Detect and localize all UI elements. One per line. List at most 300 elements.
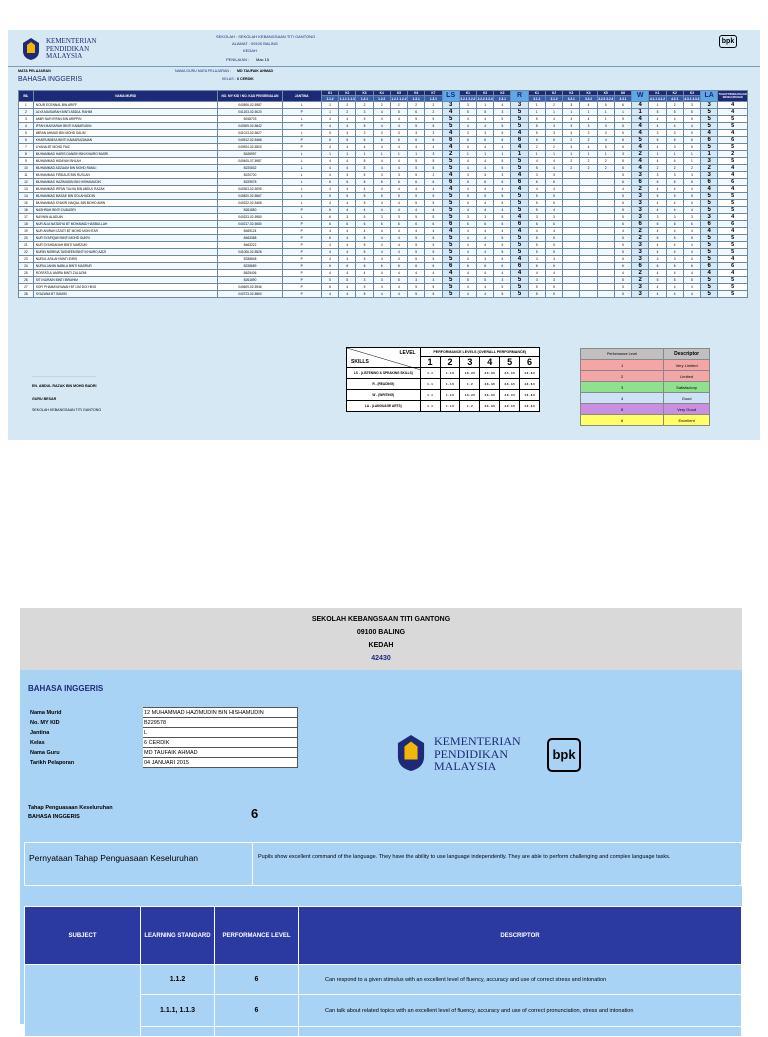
mark-cell: 4 xyxy=(545,157,562,164)
mark-cell: 5 xyxy=(373,192,390,199)
skill-total: 5 xyxy=(442,199,459,206)
student-row xyxy=(19,255,748,262)
mark-cell: 4 xyxy=(373,157,390,164)
skill-total: 4 xyxy=(701,269,718,276)
mark-cell: 6 xyxy=(356,262,373,269)
descriptor-level: 1 xyxy=(581,360,664,371)
mark-cell: 3 xyxy=(339,213,356,220)
bpk-logo: bpk xyxy=(719,35,737,48)
skill-total: 6 xyxy=(632,262,649,269)
overall-level: 4 xyxy=(718,255,748,262)
mark-cell xyxy=(580,178,597,185)
skill-col-standard: 1.2.2 xyxy=(373,96,390,101)
skill-col-standard: 1.2.1 xyxy=(356,96,373,101)
skill-total: 4 xyxy=(701,185,718,192)
mark-cell: 4 xyxy=(459,115,476,122)
mark-cell: 2 xyxy=(649,164,666,171)
mark-cell: 4 xyxy=(614,227,631,234)
mark-cell: 6 xyxy=(408,178,425,185)
student-id: 040405-07-5987 xyxy=(218,157,282,164)
mark-cell: 3 xyxy=(666,171,683,178)
mark-cell: 4 xyxy=(683,248,700,255)
mark-cell: 5 xyxy=(390,192,407,199)
mark-cell: 2 xyxy=(580,136,597,143)
mark-cell: 5 xyxy=(528,234,545,241)
mark-cell: 3 xyxy=(408,129,425,136)
mark-cell: 4 xyxy=(459,122,476,129)
skill-col-header: K1 xyxy=(528,91,545,96)
student-gender: L xyxy=(282,171,321,178)
mark-cell: 2 xyxy=(666,164,683,171)
mark-cell: 3 xyxy=(563,115,580,122)
overall-level: 5 xyxy=(718,192,748,199)
mark-cell: 6 xyxy=(683,178,700,185)
info-key: Nama Guru xyxy=(29,748,143,758)
mark-cell xyxy=(580,171,597,178)
level-number: 1 xyxy=(420,357,440,368)
mark-cell: 4 xyxy=(390,185,407,192)
descriptor-text: Good xyxy=(664,393,710,404)
mark-cell: 6 xyxy=(459,262,476,269)
skill-col-standard: 1.2.1 1.2.2 xyxy=(391,96,407,101)
mark-cell xyxy=(563,192,580,199)
skill-total: 1 xyxy=(632,108,649,115)
skill-total: 5 xyxy=(442,122,459,129)
report-header xyxy=(20,608,742,670)
skill-col-standard: 2.2.2 2.2.4 xyxy=(477,96,493,101)
skill-total: 3 xyxy=(632,192,649,199)
overall-level: 2 xyxy=(718,150,748,157)
perf-range: 1 - 1.5 xyxy=(440,379,460,390)
mark-cell xyxy=(563,206,580,213)
mark-cell xyxy=(597,234,614,241)
skill-total: 3 xyxy=(632,241,649,248)
student-gender: P xyxy=(282,227,321,234)
mark-cell: 4 xyxy=(408,143,425,150)
student-row xyxy=(19,129,748,136)
student-id: B220832 xyxy=(218,164,282,171)
student-gender: P xyxy=(282,108,321,115)
report-subject: BAHASA INGGERIS xyxy=(28,684,104,693)
skill-total: 5 xyxy=(442,241,459,248)
mark-cell: 3 xyxy=(373,255,390,262)
subject-cell xyxy=(25,965,141,1037)
mark-cell: 4 xyxy=(649,199,666,206)
skill-total: 5 xyxy=(701,108,718,115)
mark-cell: 5 xyxy=(528,122,545,129)
mark-cell: 5 xyxy=(494,255,511,262)
student-gender: P xyxy=(282,136,321,143)
mark-cell xyxy=(580,220,597,227)
mark-cell: 6 xyxy=(477,262,494,269)
student-row xyxy=(19,213,748,220)
mark-cell: 4 xyxy=(649,227,666,234)
mark-cell: 5 xyxy=(494,199,511,206)
empty-cell xyxy=(141,1027,215,1037)
mark-cell: 2 xyxy=(580,164,597,171)
mark-cell: 6 xyxy=(321,136,338,143)
mark-cell: 6 xyxy=(339,136,356,143)
mark-cell xyxy=(580,234,597,241)
student-gender: L xyxy=(282,115,321,122)
mark-cell: 5 xyxy=(494,192,511,199)
student-info xyxy=(28,707,298,768)
mark-cell: 5 xyxy=(356,157,373,164)
mark-cell: 4 xyxy=(666,290,683,297)
student-id: B228689 xyxy=(218,262,282,269)
student-name: ROSFATUL AMIRA BINTI ZULAZMI xyxy=(33,269,218,276)
mark-cell: 4 xyxy=(477,143,494,150)
mark-cell: 2 xyxy=(425,101,442,108)
mark-cell: 4 xyxy=(321,248,338,255)
mark-cell: 5 xyxy=(425,122,442,129)
mark-cell: 5 xyxy=(614,115,631,122)
mark-cell: 4 xyxy=(373,143,390,150)
skill-total: 4 xyxy=(511,185,528,192)
mark-cell: 6 xyxy=(614,143,631,150)
mark-cell: 5 xyxy=(408,248,425,255)
mark-cell: 5 xyxy=(545,199,562,206)
row-number: 8 xyxy=(19,150,34,157)
skill-total: 5 xyxy=(442,115,459,122)
mark-cell: 4 xyxy=(321,115,338,122)
mark-cell: 3 xyxy=(597,122,614,129)
student-id: 040222-02-5465 xyxy=(218,199,282,206)
row-number: 22 xyxy=(19,248,34,255)
mark-cell: 3 xyxy=(563,129,580,136)
descriptor-level: 5 xyxy=(581,404,664,415)
mark-cell: 6 xyxy=(321,213,338,220)
perf-range: 3.5 - 4.5 xyxy=(500,368,520,379)
mark-cell: 4 xyxy=(459,199,476,206)
info-key: Nama Murid xyxy=(29,708,143,718)
info-row xyxy=(29,728,298,738)
skill-col-header: K1 xyxy=(321,91,338,96)
mark-cell: 6 xyxy=(459,220,476,227)
mark-cell: 4 xyxy=(666,241,683,248)
mark-cell: 3 xyxy=(545,276,562,283)
mark-cell: 5 xyxy=(614,129,631,136)
performance-level: 6 xyxy=(215,995,299,1027)
mark-cell: 4 xyxy=(459,206,476,213)
mark-cell: 6 xyxy=(356,220,373,227)
mark-cell: 6 xyxy=(459,178,476,185)
student-name: NASHRAH BINTI DUDASRI xyxy=(33,206,218,213)
mark-cell: 4 xyxy=(390,206,407,213)
mark-cell xyxy=(597,213,614,220)
mark-cell: 5 xyxy=(649,276,666,283)
mark-cell: 4 xyxy=(459,227,476,234)
level-number: 2 xyxy=(440,357,460,368)
mark-cell: 2 xyxy=(563,136,580,143)
mark-cell: 4 xyxy=(321,269,338,276)
perf-range: 2.6 - 3.5 xyxy=(480,379,500,390)
mark-cell: 2 xyxy=(339,108,356,115)
mark-cell: 4 xyxy=(339,143,356,150)
skill-total: 5 xyxy=(511,199,528,206)
skill-total: 5 xyxy=(701,290,718,297)
overall-level: 6 xyxy=(718,136,748,143)
student-name: NUR SYAFIQAH BINTI MOHD SUKRI xyxy=(33,234,218,241)
mark-cell: 5 xyxy=(597,101,614,108)
skill-total: 6 xyxy=(701,178,718,185)
student-name: MUHAMMAD HAZIMUDIN BIN HISHAMUDIN xyxy=(33,178,218,185)
skill-total: 5 xyxy=(511,192,528,199)
mark-cell: 5 xyxy=(528,248,545,255)
mark-cell: 1 xyxy=(580,108,597,115)
row-number: 9 xyxy=(19,157,34,164)
mark-cell xyxy=(597,269,614,276)
perf-range: 1.6 - 2.5 xyxy=(460,390,480,401)
mark-cell xyxy=(597,290,614,297)
mark-cell: 4 xyxy=(339,227,356,234)
descriptor-row xyxy=(581,404,710,415)
teacher-caption: NAMA GURU MATA PELAJARAN : xyxy=(175,69,231,73)
mark-cell xyxy=(597,185,614,192)
mark-cell: 3 xyxy=(373,276,390,283)
mark-cell: 3 xyxy=(390,213,407,220)
student-name: NOUR ECENNAL BIN ARIFF xyxy=(33,101,218,108)
skill-total: 2 xyxy=(632,234,649,241)
mark-cell: 3 xyxy=(666,255,683,262)
mark-cell: 5 xyxy=(408,234,425,241)
skill-total: 4 xyxy=(511,255,528,262)
mark-cell: 1 xyxy=(408,150,425,157)
mark-cell: 5 xyxy=(425,255,442,262)
mark-cell: 4 xyxy=(545,227,562,234)
skill-total: 3 xyxy=(701,157,718,164)
mark-cell: 4 xyxy=(545,269,562,276)
mark-cell: 4 xyxy=(459,290,476,297)
mark-cell: 4 xyxy=(666,199,683,206)
overall-level: 5 xyxy=(718,206,748,213)
mark-cell: 5 xyxy=(545,234,562,241)
skill-col-header: K4 xyxy=(373,91,390,96)
mark-cell: 4 xyxy=(649,248,666,255)
mark-cell: 5 xyxy=(614,171,631,178)
mark-cell: 4 xyxy=(321,185,338,192)
mark-cell xyxy=(597,241,614,248)
mark-cell: 4 xyxy=(649,115,666,122)
overall-level: 6 xyxy=(718,262,748,269)
student-name: MUHAMMAD MASAE BIN SOLAHUDDIN xyxy=(33,192,218,199)
descriptor-level: 6 xyxy=(581,415,664,426)
mark-cell: 5 xyxy=(528,115,545,122)
mark-cell: 4 xyxy=(459,185,476,192)
mark-cell xyxy=(563,283,580,290)
skill-total: 5 xyxy=(511,276,528,283)
skill-col-standard: 3.1.1 xyxy=(528,96,545,101)
skill-col-standard: 4.3.1 4.3.2 xyxy=(684,96,700,101)
skill-total: 4 xyxy=(511,269,528,276)
skill-col-header: K5 xyxy=(390,91,407,96)
student-id: 041203-02-5020 xyxy=(218,108,282,115)
mark-cell: 6 xyxy=(339,178,356,185)
student-row xyxy=(19,234,748,241)
mark-cell: 5 xyxy=(614,241,631,248)
info-value: 04 JANUARI 2015 xyxy=(143,758,298,768)
mark-cell: 4 xyxy=(373,164,390,171)
info-row xyxy=(29,708,298,718)
mark-cell: 3 xyxy=(477,171,494,178)
skill-total: 5 xyxy=(701,283,718,290)
mark-cell: 6 xyxy=(459,136,476,143)
mark-cell: 1 xyxy=(580,150,597,157)
mark-cell: 3 xyxy=(373,129,390,136)
descriptor-row xyxy=(581,382,710,393)
mark-cell: 5 xyxy=(666,234,683,241)
mark-cell: 4 xyxy=(649,157,666,164)
perf-range: 1.6 - 2.5 xyxy=(460,368,480,379)
skill-total: 5 xyxy=(701,122,718,129)
mark-cell: 6 xyxy=(614,136,631,143)
mark-cell: 4 xyxy=(545,206,562,213)
mark-cell: 4 xyxy=(494,101,511,108)
mark-cell: 1 xyxy=(666,150,683,157)
mark-cell: 4 xyxy=(649,290,666,297)
student-name: MUHAMMAD IRFAN TALHA BIN ABDUL RAZAK xyxy=(33,185,218,192)
perf-range: 2.6 - 3.5 xyxy=(480,390,500,401)
mark-cell: 3 xyxy=(580,129,597,136)
mark-cell: 3 xyxy=(528,213,545,220)
overall-level: 4 xyxy=(718,213,748,220)
mark-cell: 1 xyxy=(683,157,700,164)
skill-total: 5 xyxy=(701,115,718,122)
mark-cell xyxy=(563,262,580,269)
mark-cell: 4 xyxy=(373,283,390,290)
info-value: 12 MUHAMMAD HAZIMUDIN BIN HISHAMUDIN xyxy=(143,708,298,718)
row-number: 3 xyxy=(19,115,34,122)
student-gender: P xyxy=(282,262,321,269)
mark-cell: 6 xyxy=(528,220,545,227)
mark-cell: 4 xyxy=(477,157,494,164)
descriptor-text: Limited xyxy=(664,371,710,382)
mark-cell: 4 xyxy=(390,199,407,206)
mark-cell: 3 xyxy=(477,213,494,220)
overall-label: Tahap Penguasaan Keseluruhan xyxy=(28,805,113,811)
row-number: 17 xyxy=(19,213,34,220)
skill-total: 5 xyxy=(511,108,528,115)
skill-total: 5 xyxy=(701,199,718,206)
ministry-line-3: MALAYSIA xyxy=(46,52,83,60)
mark-cell: 3 xyxy=(683,213,700,220)
perf-range: 3.6 - 4.5 xyxy=(500,390,520,401)
skill-total: 4 xyxy=(442,143,459,150)
skill-total: 6 xyxy=(511,220,528,227)
skill-total: 2 xyxy=(632,269,649,276)
skill-total: 5 xyxy=(701,248,718,255)
mark-cell: 3 xyxy=(356,108,373,115)
skill-total: 3 xyxy=(632,248,649,255)
overall-level: 5 xyxy=(718,241,748,248)
skill-total: 2 xyxy=(632,150,649,157)
mark-cell xyxy=(563,269,580,276)
mark-cell: 4 xyxy=(683,269,700,276)
row-number: 2 xyxy=(19,108,34,115)
info-value: 6 CERDIK xyxy=(143,738,298,748)
mark-cell: 2 xyxy=(597,157,614,164)
skill-col-standard: 3.2.2 xyxy=(580,96,597,101)
mark-cell: 5 xyxy=(425,283,442,290)
skill-col-header: K7 xyxy=(425,91,442,96)
skill-total: 1 xyxy=(701,150,718,157)
skill-total: 2 xyxy=(632,185,649,192)
mark-cell: 4 xyxy=(528,157,545,164)
class-caption: KELAS : xyxy=(222,77,236,81)
mark-cell xyxy=(563,199,580,206)
mark-cell: 6 xyxy=(614,262,631,269)
skill-total: 5 xyxy=(511,290,528,297)
mark-cell: 5 xyxy=(425,164,442,171)
mark-cell: 4 xyxy=(683,122,700,129)
student-gender: L xyxy=(282,150,321,157)
info-row xyxy=(29,718,298,728)
info-row xyxy=(29,748,298,758)
skill-col-header: K3 xyxy=(683,91,700,96)
mark-cell: 1 xyxy=(563,108,580,115)
overall-level: 4 xyxy=(718,227,748,234)
mark-cell: 5 xyxy=(614,213,631,220)
mark-cell: 4 xyxy=(356,185,373,192)
mark-cell xyxy=(597,220,614,227)
performance-levels-table xyxy=(346,347,540,412)
mark-cell: 5 xyxy=(614,255,631,262)
skill-col-header: K2 xyxy=(477,91,494,96)
student-id: 040217-02-5080 xyxy=(218,220,282,227)
descriptor: Can talk about related topics with an excellent level of fluency, accuracy and use of correct pronunciation, stress and intonation xyxy=(299,995,742,1027)
descriptor-row xyxy=(581,393,710,404)
mark-cell: 6 xyxy=(373,220,390,227)
mark-cell: 4 xyxy=(683,227,700,234)
mark-cell: 4 xyxy=(666,248,683,255)
mark-cell xyxy=(563,220,580,227)
mark-cell: 4 xyxy=(390,164,407,171)
mark-cell: 5 xyxy=(494,234,511,241)
mark-cell: 1 xyxy=(545,108,562,115)
mark-cell: 4 xyxy=(477,290,494,297)
perf-range: 1 - 1 xyxy=(420,390,440,401)
student-id: 040723-02-5660 xyxy=(218,290,282,297)
mark-cell: 4 xyxy=(321,122,338,129)
mark-cell: 5 xyxy=(494,115,511,122)
mark-cell: 3 xyxy=(408,276,425,283)
mark-cell: 5 xyxy=(356,192,373,199)
student-row xyxy=(19,206,748,213)
descriptor-level: 4 xyxy=(581,393,664,404)
mark-cell: 4 xyxy=(339,283,356,290)
report-number: 42430 xyxy=(371,655,391,662)
mark-cell: 4 xyxy=(477,185,494,192)
mark-cell: 4 xyxy=(339,185,356,192)
report-school: SEKOLAH KEBANGSAAN TITI GANTONG xyxy=(311,616,451,623)
skill-total: 3 xyxy=(632,283,649,290)
mark-cell: 6 xyxy=(425,136,442,143)
info-value: MD TAUFAIK AHMAD xyxy=(143,748,298,758)
student-gender: L xyxy=(282,199,321,206)
skill-total: 3 xyxy=(632,290,649,297)
skill-total-header: W xyxy=(632,91,649,102)
mark-cell: 4 xyxy=(390,143,407,150)
mark-cell: 5 xyxy=(614,290,631,297)
skill-total: 5 xyxy=(701,192,718,199)
student-row xyxy=(19,248,748,255)
descriptor-row xyxy=(581,415,710,426)
skill-total: 6 xyxy=(442,178,459,185)
mark-cell: 5 xyxy=(356,283,373,290)
assessment-label: PENILAIAN : xyxy=(226,57,250,62)
skills-caption: SKILLS xyxy=(351,359,369,365)
student-gender: P xyxy=(282,248,321,255)
